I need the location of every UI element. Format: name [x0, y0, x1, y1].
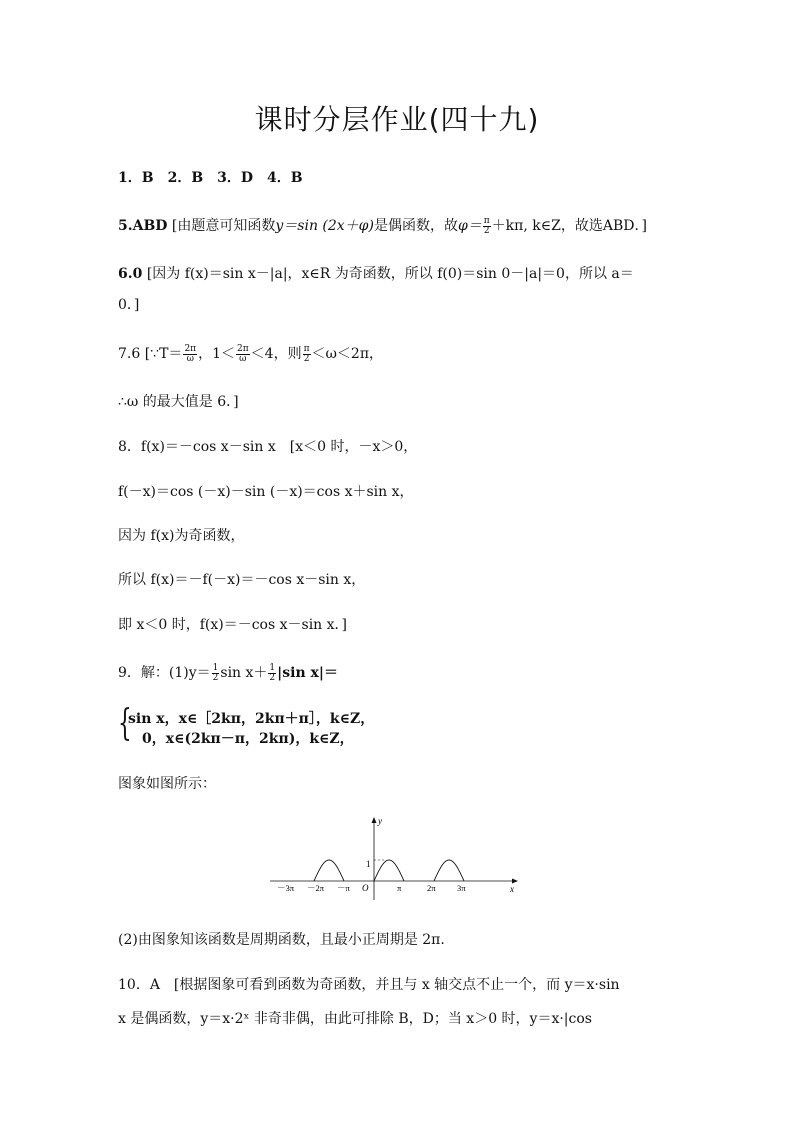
answer-5-text-c: ＋kπ, k∈Z，故选ABD．]	[491, 218, 647, 234]
answer-5-number: 5.ABD	[118, 218, 168, 234]
answer-5-phi: φ＝	[457, 218, 482, 234]
answer-9-head	[118, 663, 338, 683]
x-axis-label: x	[510, 884, 514, 894]
answer-8-line-4: 所以 f(x)＝－f(－x)＝－cos x－sin x，	[118, 572, 366, 588]
answer-8-line-3: 因为 f(x)为奇函数，	[118, 528, 245, 544]
answer-6-line-2: 0．]	[118, 297, 140, 313]
x-axis-arrow	[512, 879, 518, 884]
answer-7-part-b: ，1＜	[198, 346, 236, 362]
answer-5-text-b: 是偶函数，故	[373, 218, 458, 234]
x-tick-label: π	[397, 883, 402, 893]
x-tick-labels	[277, 883, 466, 893]
answer-7-fraction-1	[183, 345, 197, 364]
curve-arch	[314, 860, 344, 881]
answer-8-line-5: 即 x＜0 时，f(x)＝－cos x－sin x．]	[118, 617, 347, 633]
answer-5-text-a: [由题意可知函数	[171, 218, 276, 234]
fraction-denominator: ω	[239, 353, 247, 364]
y-axis-arrow	[372, 817, 377, 823]
x-tick-label: －3π	[277, 883, 295, 893]
answer-7-line-2: ∴ω 的最大值是 6．]	[118, 394, 239, 410]
fraction-numerator: π	[303, 343, 310, 354]
answer-7-line-1	[118, 344, 383, 364]
answer-7-number: 7.6	[118, 346, 141, 362]
fraction-numerator: 2π	[184, 343, 197, 354]
answer-9-head-c: |sin x|＝	[277, 665, 338, 681]
answer-8-line-2: f(－x)＝cos (－x)－sin (－x)＝cos x＋sin x，	[118, 484, 414, 500]
fraction-denominator: ω	[186, 353, 194, 364]
origin-label: O	[362, 883, 369, 893]
answer-9-head-b: sin x＋	[220, 665, 268, 681]
answer-10-line-1: 10．A [根据图象可看到函数为奇函数，并且与 x 轴交点不止一个，而 y＝x·sin	[118, 977, 620, 993]
answer-7-part-c: ＜4，则	[250, 346, 302, 362]
answers-1-4: 1．B 2．B 3．D 4．B	[118, 170, 303, 186]
curve-arch	[374, 860, 404, 881]
answer-9-conclusion: (2)由图象知该函数是周期函数，且最小正周期是 2π.	[118, 932, 445, 948]
fraction-numerator: 2π	[237, 343, 249, 354]
piecewise-case-2: 0，x∈(2kπ－π，2kπ)，k∈Z，	[142, 731, 354, 747]
graph-caption: 图象如图所示：	[118, 776, 216, 792]
fraction-denominator: 2	[269, 672, 276, 683]
answer-9-fraction-2	[268, 664, 276, 683]
fraction-denominator: 2	[212, 672, 219, 683]
x-tick-label: 3π	[457, 883, 466, 893]
answer-9-fraction-1	[212, 664, 220, 683]
answer-10-line-2: x 是偶函数，y＝x·2ˣ 非奇非偶，由此可排除 B，D；当 x＞0 时，y＝x·|cos	[118, 1011, 592, 1027]
fraction-denominator: 2	[303, 353, 310, 364]
answer-6-number: 6.0	[118, 266, 143, 282]
answer-7-fraction-3	[303, 345, 311, 364]
answer-6-line-1	[118, 264, 634, 284]
page-title: 课时分层作业(四十九)	[254, 103, 540, 136]
function-graph	[270, 812, 530, 902]
x-tick-label: 2π	[427, 883, 436, 893]
answer-7-fraction-2	[236, 345, 250, 364]
answer-6-text: [因为 f(x)＝sin x－|a|，x∈R 为奇函数，所以 f(0)＝sin 0－|a|＝0，所以 a＝	[146, 266, 634, 282]
fraction-numerator: 1	[212, 662, 219, 673]
x-tick-label: －2π	[307, 883, 325, 893]
answer-8-line-1: 8．f(x)＝－cos x－sin x [x＜0 时，－x＞0，	[118, 439, 418, 455]
answer-9-head-a: 9．解：(1)y＝	[118, 665, 211, 681]
x-tick-label: －π	[337, 883, 350, 893]
answer-5	[118, 216, 647, 236]
fraction-denominator: 2	[483, 225, 490, 236]
answer-5-expr: y＝sin (2x＋φ)	[275, 218, 374, 234]
curve-arch	[434, 860, 464, 881]
fraction-numerator: 1	[269, 662, 276, 673]
answer-7-part-a: [∵T＝	[144, 346, 183, 362]
y-axis-label: y	[378, 816, 382, 826]
answer-7-part-d: ＜ω＜2π，	[311, 346, 384, 362]
answer-5-fraction	[483, 217, 491, 236]
piecewise-case-1: sin x，x∈［2kπ，2kπ＋π］，k∈Z，	[128, 711, 375, 727]
y-tick-label: 1	[366, 859, 371, 869]
piecewise-brace: {	[118, 703, 132, 744]
fraction-numerator: π	[483, 215, 490, 226]
curve-group	[314, 860, 464, 881]
